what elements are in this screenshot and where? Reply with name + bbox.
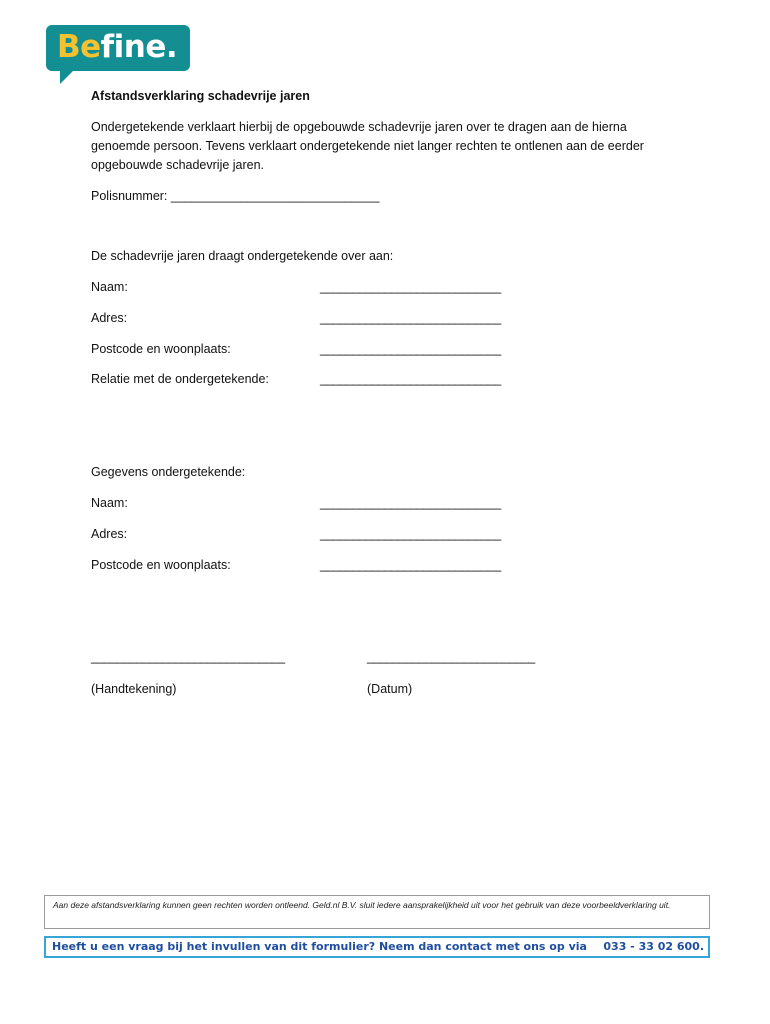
signature-line[interactable]: ______________________________ — [91, 650, 285, 664]
address-input-line[interactable]: ____________________________ — [320, 311, 501, 325]
document-title: Afstandsverklaring schadevrije jaren — [91, 89, 310, 103]
name-input-line[interactable]: ____________________________ — [320, 280, 501, 294]
signer-name-input-line[interactable]: ____________________________ — [320, 496, 501, 510]
signer-heading: Gegevens ondergetekende: — [91, 465, 246, 479]
date-line[interactable]: __________________________ — [367, 650, 535, 664]
transfer-heading: De schadevrije jaren draagt ondergetekende over aan: — [91, 249, 394, 263]
transfer-postcode-row — [91, 342, 531, 361]
intro-line: Ondergetekende verklaart hierbij de opgebouwde schadevrije jaren over te dragen aan de hierna — [91, 120, 627, 134]
field-label: Postcode en woonplaats: — [91, 342, 231, 356]
relation-input-line[interactable]: ____________________________ — [320, 372, 501, 386]
field-label: Postcode en woonplaats: — [91, 558, 231, 572]
intro-line: opgebouwde schadevrije jaren. — [91, 158, 265, 172]
signer-name-row — [91, 496, 531, 515]
logo-wordmark: Befine. — [57, 29, 178, 65]
field-label: Naam: — [91, 280, 128, 294]
transfer-address-row — [91, 311, 531, 330]
signer-address-row — [91, 527, 531, 546]
postcode-input-line[interactable]: ____________________________ — [320, 342, 501, 356]
date-label: (Datum) — [367, 682, 413, 696]
signature-label: (Handtekening) — [91, 682, 177, 696]
field-label: Adres: — [91, 311, 128, 325]
field-label: Relatie met de ondergetekende: — [91, 372, 269, 386]
intro-paragraph — [91, 118, 681, 175]
contact-banner — [44, 936, 710, 958]
transfer-relation-row — [91, 372, 531, 391]
field-label: Naam: — [91, 496, 128, 510]
logo-speech-tail — [60, 70, 74, 84]
disclaimer-box: Aan deze afstandsverklaring kunnen geen rechten worden ontleend. Geld.nl B.V. sluit iedere aansprakelijkheid uit voor het gebruik van deze voorbeeldverklaring uit. — [44, 895, 710, 929]
field-label: Adres: — [91, 527, 128, 541]
contact-phone[interactable]: 033 - 33 02 600. — [603, 940, 704, 953]
intro-line: genoemde persoon. Tevens verklaart ondergetekende niet langer rechten te ontlenen aan de eerder — [91, 139, 644, 153]
polisnummer-field[interactable]: Polisnummer: ______________________________ — [91, 189, 380, 203]
contact-message: Heeft u een vraag bij het invullen van dit formulier? Neem dan contact met ons op via — [52, 940, 587, 953]
signer-postcode-input-line[interactable]: ____________________________ — [320, 558, 501, 572]
signer-postcode-row — [91, 558, 531, 577]
signer-address-input-line[interactable]: ____________________________ — [320, 527, 501, 541]
transfer-name-row — [91, 280, 531, 299]
befine-logo — [46, 25, 190, 71]
